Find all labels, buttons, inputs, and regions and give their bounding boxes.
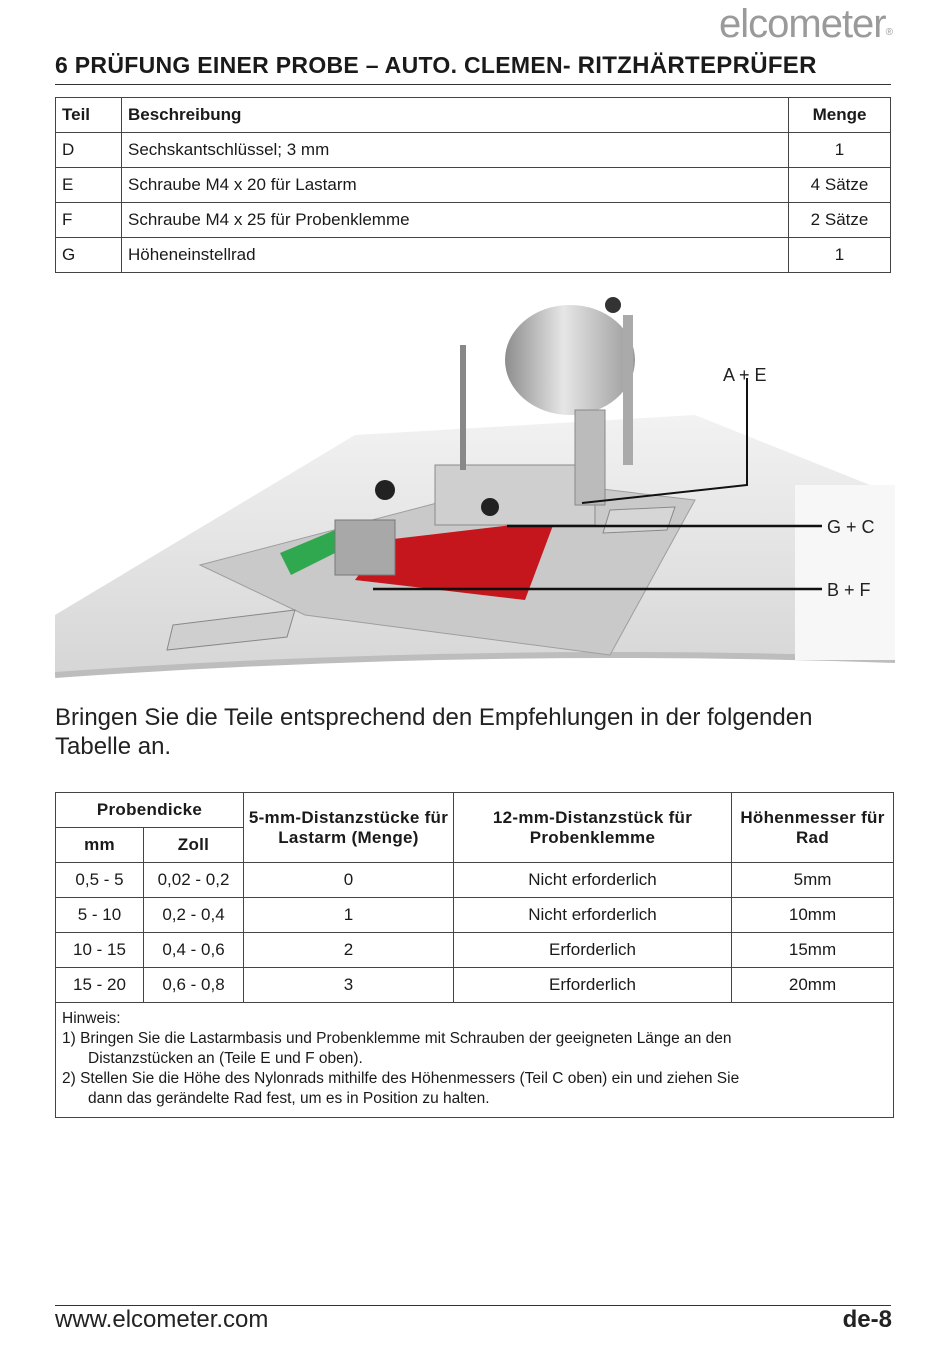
cell-menge: 4 Sätze [789,168,891,203]
note-row [56,1003,894,1118]
cell-distanzstuecke: 1 [244,898,454,933]
cell-mm: 15 - 20 [56,968,144,1003]
cell-beschreibung: Sechskantschlüssel; 3 mm [122,133,789,168]
col-header-beschreibung: Beschreibung [122,98,789,133]
sample-clamp [335,520,395,575]
table-row [56,168,891,203]
col-header-menge: Menge [789,98,891,133]
cell-zoll: 0,02 - 0,2 [144,863,244,898]
callout-label-b-f: B + F [827,580,871,600]
page-title-part2: RITZHÄRTEPRÜFER [577,52,817,79]
table-row [56,898,894,933]
load-arm [435,465,595,525]
note-2-line-2: dann das gerändelte Rad fest, um es in Position zu halten. [88,1090,490,1107]
elcometer-logo: elcometer® [719,2,892,46]
header-distanzstuecke-lastarm: 5-mm-Distanzstücke für Lastarm (Menge) [244,793,454,863]
header-hoehenmesser: Höhenmesser für Rad [732,793,894,863]
cell-probenklemme: Nicht erforderlich [454,863,732,898]
parts-table-header [56,98,891,133]
footer-url: www.elcometer.com [55,1306,269,1333]
note-cell [56,1003,894,1118]
spec-table [55,792,894,1118]
cell-teil: E [56,168,122,203]
scratch-tester-photo [55,285,895,685]
clamp-knob [375,480,395,500]
callout-label-a-e: A + E [723,365,767,385]
page-number: de-8 [842,1306,892,1333]
cell-hoehenmesser: 15mm [732,933,894,968]
cell-beschreibung: Schraube M4 x 25 für Probenklemme [122,203,789,238]
spec-header-row [56,793,894,828]
cell-hoehenmesser: 5mm [732,863,894,898]
table-row [56,863,894,898]
top-post [623,315,633,465]
housing-side [795,485,895,660]
height-rod [460,345,466,470]
header-zoll: Zoll [144,828,244,863]
table-row [56,203,891,238]
arm-knob [481,498,499,516]
note-2-line-1: 2) Stellen Sie die Höhe des Nylonrads mithilfe des Höhenmessers (Teil C oben) ein und ziehen Sie [62,1070,740,1087]
intro-text: Bringen Sie die Teile entsprechend den Empfehlungen in der folgenden Tabelle an. [55,704,813,760]
cell-beschreibung: Höheneinstellrad [122,238,789,273]
header-distanzstueck-probenklemme: 12-mm-Distanzstück für Probenklemme [454,793,732,863]
cell-menge: 1 [789,133,891,168]
page-title [55,52,891,85]
cell-hoehenmesser: 10mm [732,898,894,933]
cell-distanzstuecke: 2 [244,933,454,968]
cell-zoll: 0,4 - 0,6 [144,933,244,968]
note-title: Hinweis: [62,1010,121,1027]
cell-distanzstuecke: 0 [244,863,454,898]
header-mm: mm [56,828,144,863]
cell-beschreibung: Schraube M4 x 20 für Lastarm [122,168,789,203]
cell-hoehenmesser: 20mm [732,968,894,1003]
arm-bracket [575,410,605,505]
cell-zoll: 0,6 - 0,8 [144,968,244,1003]
cell-mm: 0,5 - 5 [56,863,144,898]
table-row [56,238,891,273]
cell-teil: F [56,203,122,238]
cell-teil: D [56,133,122,168]
top-knob [605,297,621,313]
spring-plate [603,507,675,533]
note-1-line-1: 1) Bringen Sie die Lastarmbasis und Probenklemme mit Schrauben der geeigneten Länge an den [62,1030,732,1047]
weight-cylinder [505,305,635,415]
table-row [56,933,894,968]
page-title-part1: 6 PRÜFUNG EINER PROBE – AUTO. CLEMEN- [55,52,571,78]
cell-zoll: 0,2 - 0,4 [144,898,244,933]
cell-teil: G [56,238,122,273]
cell-menge: 2 Sätze [789,203,891,238]
cell-mm: 10 - 15 [56,933,144,968]
note-1-line-2: Distanzstücken an (Teile E und F oben). [88,1050,363,1067]
header-probendicke: Probendicke [56,793,244,828]
cell-distanzstuecke: 3 [244,968,454,1003]
table-row [56,133,891,168]
callout-label-g-c: G + C [827,517,875,537]
cell-mm: 5 - 10 [56,898,144,933]
col-header-teil: Teil [56,98,122,133]
parts-table [55,97,891,273]
cell-probenklemme: Erforderlich [454,968,732,1003]
cell-probenklemme: Erforderlich [454,933,732,968]
table-row [56,968,894,1003]
cell-probenklemme: Nicht erforderlich [454,898,732,933]
cell-menge: 1 [789,238,891,273]
